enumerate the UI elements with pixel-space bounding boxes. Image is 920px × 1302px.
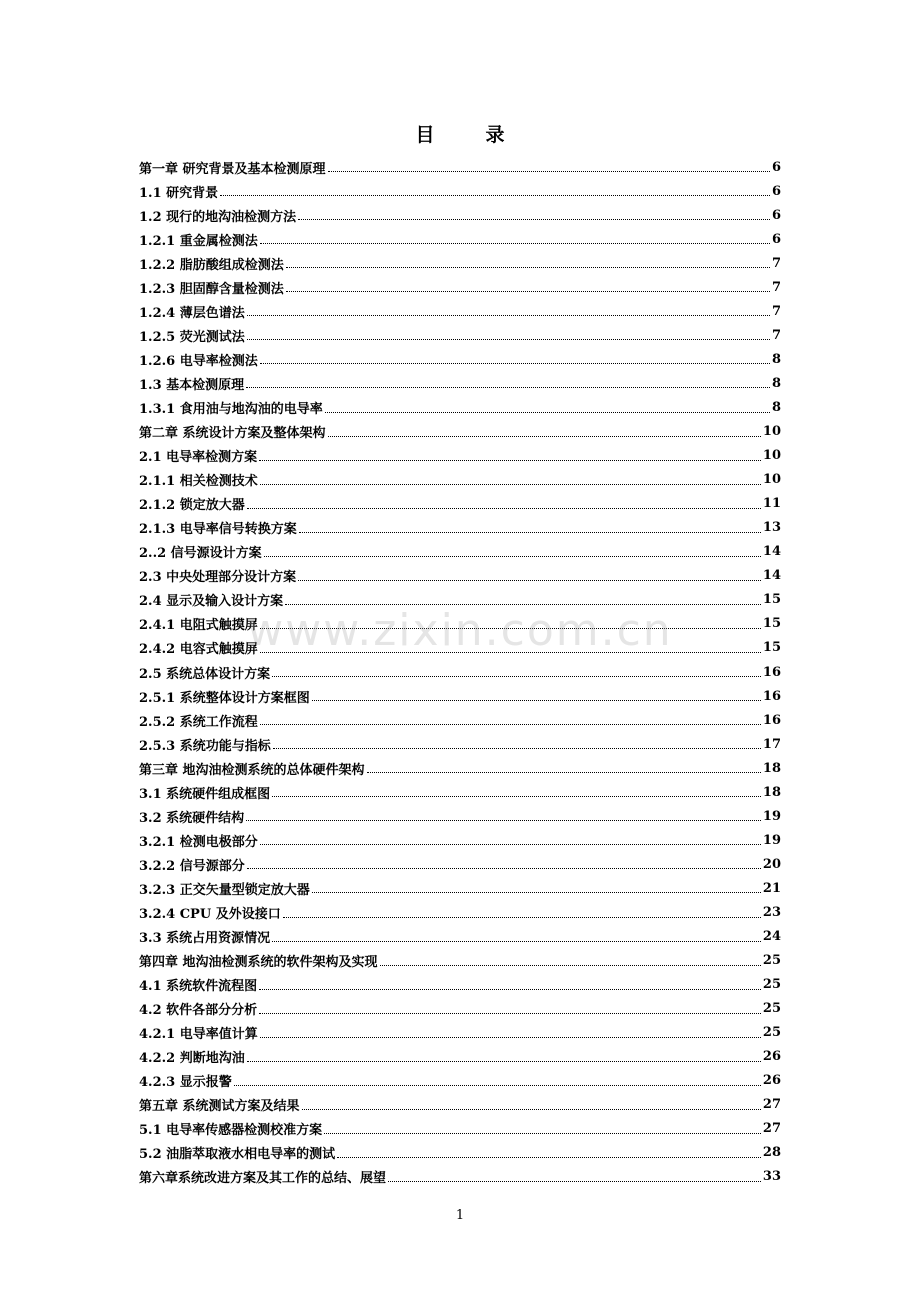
toc-entry-page: 18	[762, 784, 781, 800]
watermark: www.zixin.com.cn	[247, 605, 673, 656]
toc-entry[interactable]	[139, 347, 781, 371]
toc-entry-page: 23	[762, 904, 781, 920]
toc-entry[interactable]	[139, 468, 781, 492]
toc-entry-page: 25	[762, 1025, 781, 1041]
toc-title: 目 录	[415, 124, 521, 146]
toc-dot-leader	[367, 771, 761, 773]
toc-entry[interactable]	[139, 925, 781, 949]
toc-entry[interactable]	[139, 708, 781, 732]
toc-entry-page: 15	[762, 592, 781, 608]
toc-dot-leader	[260, 651, 761, 653]
toc-entry[interactable]	[139, 732, 781, 756]
toc-entry-label: 2.1.1 相关检测技术	[139, 474, 258, 490]
toc-dot-leader	[388, 1180, 761, 1182]
toc-entry[interactable]	[139, 949, 781, 973]
toc-entry[interactable]	[139, 1021, 781, 1045]
toc-entry-label: 2.4.1 电阻式触摸屏	[139, 618, 258, 634]
toc-dot-leader	[260, 723, 761, 725]
toc-entry-label: 3.2.3 正交矢量型锁定放大器	[139, 882, 310, 898]
toc-entry-label: 1.2.2 脂肪酸组成检测法	[139, 257, 284, 273]
toc-dot-leader	[283, 916, 761, 918]
toc-entry[interactable]	[139, 444, 781, 468]
toc-dot-leader	[328, 170, 770, 172]
toc-entry[interactable]	[139, 997, 781, 1021]
toc-entry-page: 8	[771, 351, 781, 367]
toc-dot-leader	[286, 266, 770, 268]
toc-entry-page: 6	[771, 231, 781, 247]
toc-entry-page: 26	[762, 1073, 781, 1089]
toc-entry-page: 27	[762, 1121, 781, 1137]
toc-dot-leader	[259, 988, 761, 990]
toc-entry-label: 1.1 研究背景	[139, 185, 219, 201]
toc-entry-label: 第三章 地沟油检测系统的总体硬件架构	[139, 762, 365, 778]
toc-entry-label: 1.2.1 重金属检测法	[139, 233, 258, 249]
toc-entry-label: 2.5 系统总体设计方案	[139, 666, 271, 682]
toc-entry-label: 第五章 系统测试方案及结果	[139, 1099, 300, 1115]
toc-entry-label: 4.1 系统软件流程图	[139, 979, 258, 995]
toc-entry-label: 2.5.1 系统整体设计方案框图	[139, 690, 310, 706]
toc-entry-label: 2.1.2 锁定放大器	[139, 498, 245, 514]
toc-entry[interactable]	[139, 564, 781, 588]
toc-entry[interactable]	[139, 828, 781, 852]
toc-dot-leader	[247, 867, 761, 869]
toc-entry[interactable]	[139, 1093, 781, 1117]
toc-dot-leader	[285, 603, 761, 605]
toc-entry[interactable]	[139, 1117, 781, 1141]
toc-entry-page: 7	[771, 327, 781, 343]
toc-entry-label: 1.2.3 胆固醇含量检测法	[139, 281, 284, 297]
toc-entry-label: 3.2 系统硬件结构	[139, 810, 245, 826]
toc-entry-page: 6	[771, 183, 781, 199]
toc-entry-page: 7	[771, 255, 781, 271]
toc-entry-label: 2.1.3 电导率信号转换方案	[139, 522, 297, 538]
toc-dot-leader	[246, 386, 770, 388]
toc-entry-label: 1.2.4 薄层色谱法	[139, 305, 245, 321]
toc-entry[interactable]	[139, 876, 781, 900]
toc-entry[interactable]	[139, 275, 781, 299]
toc-entry[interactable]	[139, 395, 781, 419]
page-number: 1	[455, 1208, 465, 1223]
toc-entry[interactable]	[139, 203, 781, 227]
toc-entry-label: 5.2 油脂萃取液水相电导率的测试	[139, 1147, 336, 1163]
toc-entry-page: 24	[762, 929, 781, 945]
toc-dot-leader	[247, 338, 770, 340]
toc-entry[interactable]	[139, 179, 781, 203]
toc-entry-label: 2..2 信号源设计方案	[139, 546, 262, 562]
toc-dot-leader	[247, 507, 761, 509]
toc-entry-page: 25	[762, 953, 781, 969]
toc-entry-page: 10	[762, 472, 781, 488]
toc-entry-page: 21	[762, 880, 781, 896]
toc-dot-leader	[247, 1060, 761, 1062]
toc-entry-label: 2.4.2 电容式触摸屏	[139, 642, 258, 658]
toc-entry[interactable]	[139, 756, 781, 780]
toc-entry-label: 2.5.3 系统功能与指标	[139, 738, 271, 754]
toc-entry[interactable]	[139, 516, 781, 540]
toc-entry[interactable]	[139, 804, 781, 828]
toc-entry[interactable]	[139, 1141, 781, 1165]
toc-entry-label: 4.2.2 判断地沟油	[139, 1051, 245, 1067]
toc-entry-page: 20	[762, 856, 781, 872]
toc-entry[interactable]	[139, 251, 781, 275]
toc-entry[interactable]	[139, 900, 781, 924]
toc-entry-page: 26	[762, 1049, 781, 1065]
toc-dot-leader	[246, 819, 761, 821]
toc-entry-label: 4.2.3 显示报警	[139, 1075, 232, 1091]
toc-entry-page: 18	[762, 760, 781, 776]
toc-entry-label: 1.3 基本检测原理	[139, 377, 245, 393]
toc-entry[interactable]	[139, 540, 781, 564]
toc-entry-label: 2.4 显示及输入设计方案	[139, 594, 284, 610]
toc-entry-label: 第四章 地沟油检测系统的软件架构及实现	[139, 955, 378, 971]
toc-dot-leader	[325, 411, 770, 413]
toc-entry-page: 14	[762, 568, 781, 584]
toc-entry-label: 3.2.2 信号源部分	[139, 858, 245, 874]
toc-dot-leader	[260, 362, 770, 364]
toc-dot-leader	[260, 483, 761, 485]
toc-dot-leader	[260, 242, 770, 244]
toc-entry-label: 2.1 电导率检测方案	[139, 450, 258, 466]
toc-dot-leader	[234, 1084, 761, 1086]
toc-entry[interactable]	[139, 588, 781, 612]
toc-entry-page: 25	[762, 1001, 781, 1017]
toc-dot-leader	[337, 1156, 761, 1158]
toc-dot-leader	[328, 435, 761, 437]
toc-dot-leader	[324, 1132, 761, 1134]
toc-entry[interactable]	[139, 492, 781, 516]
toc-entry[interactable]	[139, 1045, 781, 1069]
toc-entry-label: 4.2.1 电导率值计算	[139, 1027, 258, 1043]
toc-entry-label: 第二章 系统设计方案及整体架构	[139, 426, 326, 442]
toc-entry-label: 第六章系统改进方案及其工作的总结、展望	[139, 1171, 387, 1187]
toc-dot-leader	[272, 675, 761, 677]
toc-entry-page: 19	[762, 808, 781, 824]
toc-entry[interactable]	[139, 780, 781, 804]
toc-entry[interactable]	[139, 660, 781, 684]
toc-dot-leader	[298, 218, 770, 220]
toc-entry-label: 2.5.2 系统工作流程	[139, 714, 258, 730]
toc-entry[interactable]	[139, 973, 781, 997]
toc-entry-page: 14	[762, 544, 781, 560]
toc-entry-page: 8	[771, 399, 781, 415]
toc-dot-leader	[286, 290, 770, 292]
toc-entry-label: 5.1 电导率传感器检测校准方案	[139, 1123, 323, 1139]
toc-dot-leader	[259, 1012, 761, 1014]
toc-entry[interactable]	[139, 371, 781, 395]
toc-dot-leader	[298, 579, 761, 581]
toc-entry-page: 7	[771, 303, 781, 319]
toc-entry-label: 3.1 系统硬件组成框图	[139, 786, 271, 802]
toc-dot-leader	[302, 1108, 761, 1110]
toc-entry-label: 1.2.6 电导率检测法	[139, 353, 258, 369]
toc-dot-leader	[259, 459, 761, 461]
toc-entry-page: 6	[771, 207, 781, 223]
toc-entry-page: 15	[762, 616, 781, 632]
toc-entry[interactable]	[139, 852, 781, 876]
toc-dot-leader	[273, 747, 761, 749]
toc-dot-leader	[272, 795, 761, 797]
toc-dot-leader	[272, 940, 761, 942]
toc-entry-label: 2.3 中央处理部分设计方案	[139, 570, 297, 586]
toc-entry-page: 19	[762, 832, 781, 848]
toc-dot-leader	[264, 555, 761, 557]
toc-entry-page: 10	[762, 424, 781, 440]
toc-entry-page: 27	[762, 1097, 781, 1113]
toc-dot-leader	[312, 891, 761, 893]
toc-dot-leader	[220, 194, 770, 196]
toc-entry-label: 1.2.5 荧光测试法	[139, 329, 245, 345]
toc-entry-page: 8	[771, 375, 781, 391]
toc-entry[interactable]	[139, 227, 781, 251]
toc-entry[interactable]	[139, 612, 781, 636]
toc-entry-page: 16	[762, 712, 781, 728]
toc-entry-label: 3.2.4 CPU 及外设接口	[139, 906, 281, 922]
toc-entry[interactable]	[139, 155, 781, 179]
toc-entry-page: 11	[762, 496, 781, 512]
toc-entry[interactable]	[139, 1069, 781, 1093]
toc-dot-leader	[260, 1036, 761, 1038]
toc-entry-page: 16	[762, 664, 781, 680]
table-of-contents	[139, 155, 781, 1189]
toc-entry-page: 15	[762, 640, 781, 656]
toc-entry-page: 6	[771, 159, 781, 175]
toc-entry-page: 33	[762, 1169, 781, 1185]
toc-entry[interactable]	[139, 1165, 781, 1189]
toc-entry-label: 3.2.1 检测电极部分	[139, 834, 258, 850]
toc-entry-label: 3.3 系统占用资源情况	[139, 931, 271, 947]
toc-entry-label: 1.2 现行的地沟油检测方法	[139, 209, 297, 225]
toc-dot-leader	[312, 699, 761, 701]
toc-entry[interactable]	[139, 684, 781, 708]
toc-entry-label: 1.3.1 食用油与地沟油的电导率	[139, 401, 323, 417]
toc-entry-label: 4.2 软件各部分分析	[139, 1003, 258, 1019]
toc-dot-leader	[260, 843, 761, 845]
toc-entry-page: 16	[762, 688, 781, 704]
toc-dot-leader	[299, 531, 761, 533]
toc-entry[interactable]	[139, 323, 781, 347]
toc-entry[interactable]	[139, 420, 781, 444]
toc-entry[interactable]	[139, 299, 781, 323]
toc-entry-page: 13	[762, 520, 781, 536]
toc-dot-leader	[380, 964, 761, 966]
toc-entry[interactable]	[139, 636, 781, 660]
toc-entry-page: 10	[762, 448, 781, 464]
toc-entry-page: 28	[762, 1145, 781, 1161]
toc-entry-page: 17	[762, 736, 781, 752]
toc-entry-page: 25	[762, 977, 781, 993]
toc-entry-page: 7	[771, 279, 781, 295]
toc-entry-label: 第一章 研究背景及基本检测原理	[139, 161, 326, 177]
toc-dot-leader	[260, 627, 761, 629]
toc-dot-leader	[247, 314, 770, 316]
